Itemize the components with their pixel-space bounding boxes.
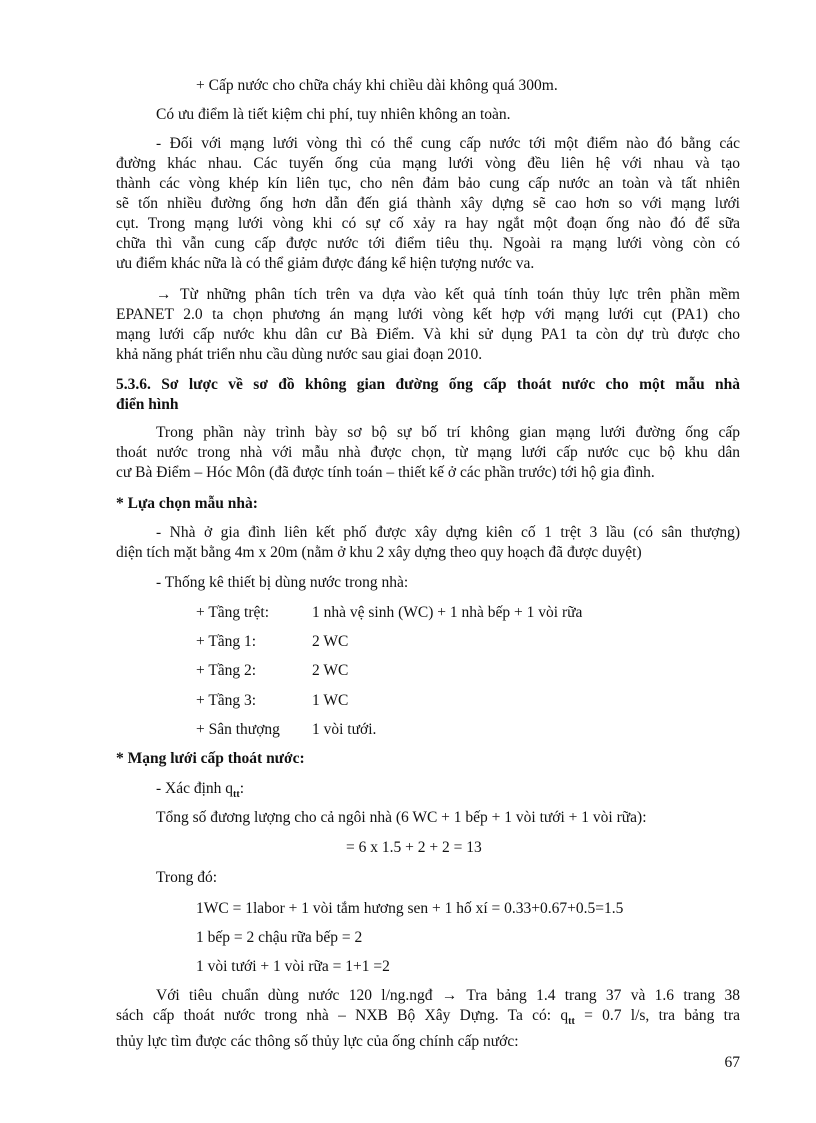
floor-value: 1 WC	[312, 692, 349, 709]
heading-line: 5.3.6. Sơ lược về sơ đồ không gian đường ống cấp thoát nước cho một mẫu nhà	[116, 376, 740, 393]
floor-label: + Tầng 3:	[196, 692, 257, 709]
text-line: mạng lưới cấp nước khu dân cư Bà Điểm. Và khi sử dụng PA1 ta còn dự trù được cho	[116, 326, 740, 343]
subheading-house-choice: * Lựa chọn mẫu nhà:	[116, 495, 258, 512]
text-line: diện tích mặt bằng 4m x 20m (nằm ở khu 2 xây dựng theo quy hoạch đã được duyệt)	[116, 544, 642, 561]
where-label: Trong đó:	[156, 869, 218, 886]
text-line: sẽ tốn nhiều đường ống hơn dẫn đến giá thành xây dựng sẽ cao hơn so với mạng lưới	[116, 195, 740, 212]
floor-label: + Tầng 2:	[196, 662, 257, 679]
floor-value: 1 nhà vệ sinh (WC) + 1 nhà bếp + 1 vòi rữa	[312, 604, 583, 621]
page-number: 67	[724, 1054, 740, 1071]
standard-paragraph	[116, 986, 740, 1052]
heading-line: điển hình	[116, 396, 179, 413]
text-line: → Từ những phân tích trên va dựa vào kết quả tính toán thủy lực trên phần mềm	[156, 286, 740, 303]
floor-value: 1 vòi tưới.	[312, 721, 377, 738]
floor-item	[196, 661, 348, 681]
intro-paragraph	[116, 423, 740, 483]
floor-label: + Tầng trệt:	[196, 604, 270, 621]
determine-q-line: - Xác định $q_{tt}$:	[156, 780, 245, 801]
text-line: Trong phần này trình bày sơ bộ sự bố trí không gian mạng lưới đường ống cấp	[156, 424, 740, 441]
equation-wc: 1WC = 1labor + 1 vòi tắm hương sen + 1 hố xí = 0.33+0.67+0.5=1.5	[196, 900, 624, 917]
floor-item	[196, 691, 348, 711]
total-equivalent-line: Tổng số đương lượng cho cả ngôi nhà (6 WC + 1 bếp + 1 vòi tưới + 1 vòi rữa):	[156, 809, 647, 826]
section-heading	[116, 375, 740, 415]
text-line: - Đối với mạng lưới vòng thì có thể cung cấp nước tới một điểm nào đó bằng các	[156, 135, 740, 152]
floor-value: 2 WC	[312, 633, 349, 650]
text-line: - Nhà ở gia đình liên kết phố được xây dựng kiên cố 1 trệt 3 lầu (có sân thượng)	[156, 524, 740, 541]
advantage-line: Có ưu điểm là tiết kiệm chi phí, tuy nhiên không an toàn.	[156, 106, 511, 123]
fire-supply-line: + Cấp nước cho chữa cháy khi chiều dài không quá 300m.	[196, 77, 558, 94]
text-line: cư Bà Điểm – Hóc Môn (đã được tính toán – thiết kế ở các phần trước) tới hộ gia đình.	[116, 464, 655, 481]
house-paragraph	[116, 523, 740, 563]
equation-kitchen: 1 bếp = 2 chậu rữa bếp = 2	[196, 929, 363, 946]
text-line: EPANET 2.0 ta chọn phương án mạng lưới vòng kết hợp với mạng lưới cụt (PA1) cho	[116, 306, 740, 323]
text-line: ưu điểm khác nữa là có thể giảm được đáng kể hiện tượng nước va.	[116, 255, 535, 272]
text-line: khả năng phát triển nhu cầu dùng nước sau giai đoạn 2010.	[116, 346, 483, 363]
epanet-paragraph	[116, 285, 740, 365]
text-line: đường khác nhau. Các tuyến ống của mạng lưới vòng đều liên hệ với nhau và tạo	[116, 155, 740, 172]
text-line: sách cấp thoát nước trong nhà – NXB Bộ Xây Dựng. Ta có: $q_{tt} = 0.7$ l/s, tra bảng tra	[116, 1007, 740, 1028]
text-line: thoát nước trong nhà với mẫu nhà được chọn, từ mạng lưới cấp nước cục bộ khu dân	[116, 444, 740, 461]
floor-label: + Tầng 1:	[196, 633, 257, 650]
loop-network-paragraph	[116, 134, 740, 274]
subheading-network: * Mạng lưới cấp thoát nước:	[116, 750, 305, 767]
total-equation: = 6 x 1.5 + 2 + 2 = 13	[346, 839, 482, 856]
floor-label: + Sân thượng	[196, 721, 280, 738]
floor-item	[196, 603, 582, 623]
text-line: Với tiêu chuẩn dùng nước 120 l/ng.ngđ → Tra bảng 1.4 trang 37 và 1.6 trang 38	[156, 987, 740, 1004]
equation-faucet: 1 vòi tưới + 1 vòi rữa = 1+1 =2	[196, 958, 390, 975]
text-line: cụt. Trong mạng lưới vòng khi có sự cố xảy ra hay ngắt một đoạn ống nào đó để sữa	[116, 215, 740, 232]
floor-item	[196, 720, 376, 740]
text-line: thủy lực tìm được các thông số thủy lực của ống chính cấp nước:	[116, 1033, 519, 1051]
text-line: thành các vòng khép kín liên tục, cho nên đảm bảo cung cấp nước an toàn và tất nhiên	[116, 175, 740, 192]
equipment-stat-line: - Thống kê thiết bị dùng nước trong nhà:	[156, 574, 409, 591]
text-line: chữa thì vẫn cung cấp được nước tới điểm tiêu thụ. Ngoài ra mạng lưới vòng còn có	[116, 235, 740, 252]
floor-item	[196, 632, 348, 652]
floor-value: 2 WC	[312, 662, 349, 679]
